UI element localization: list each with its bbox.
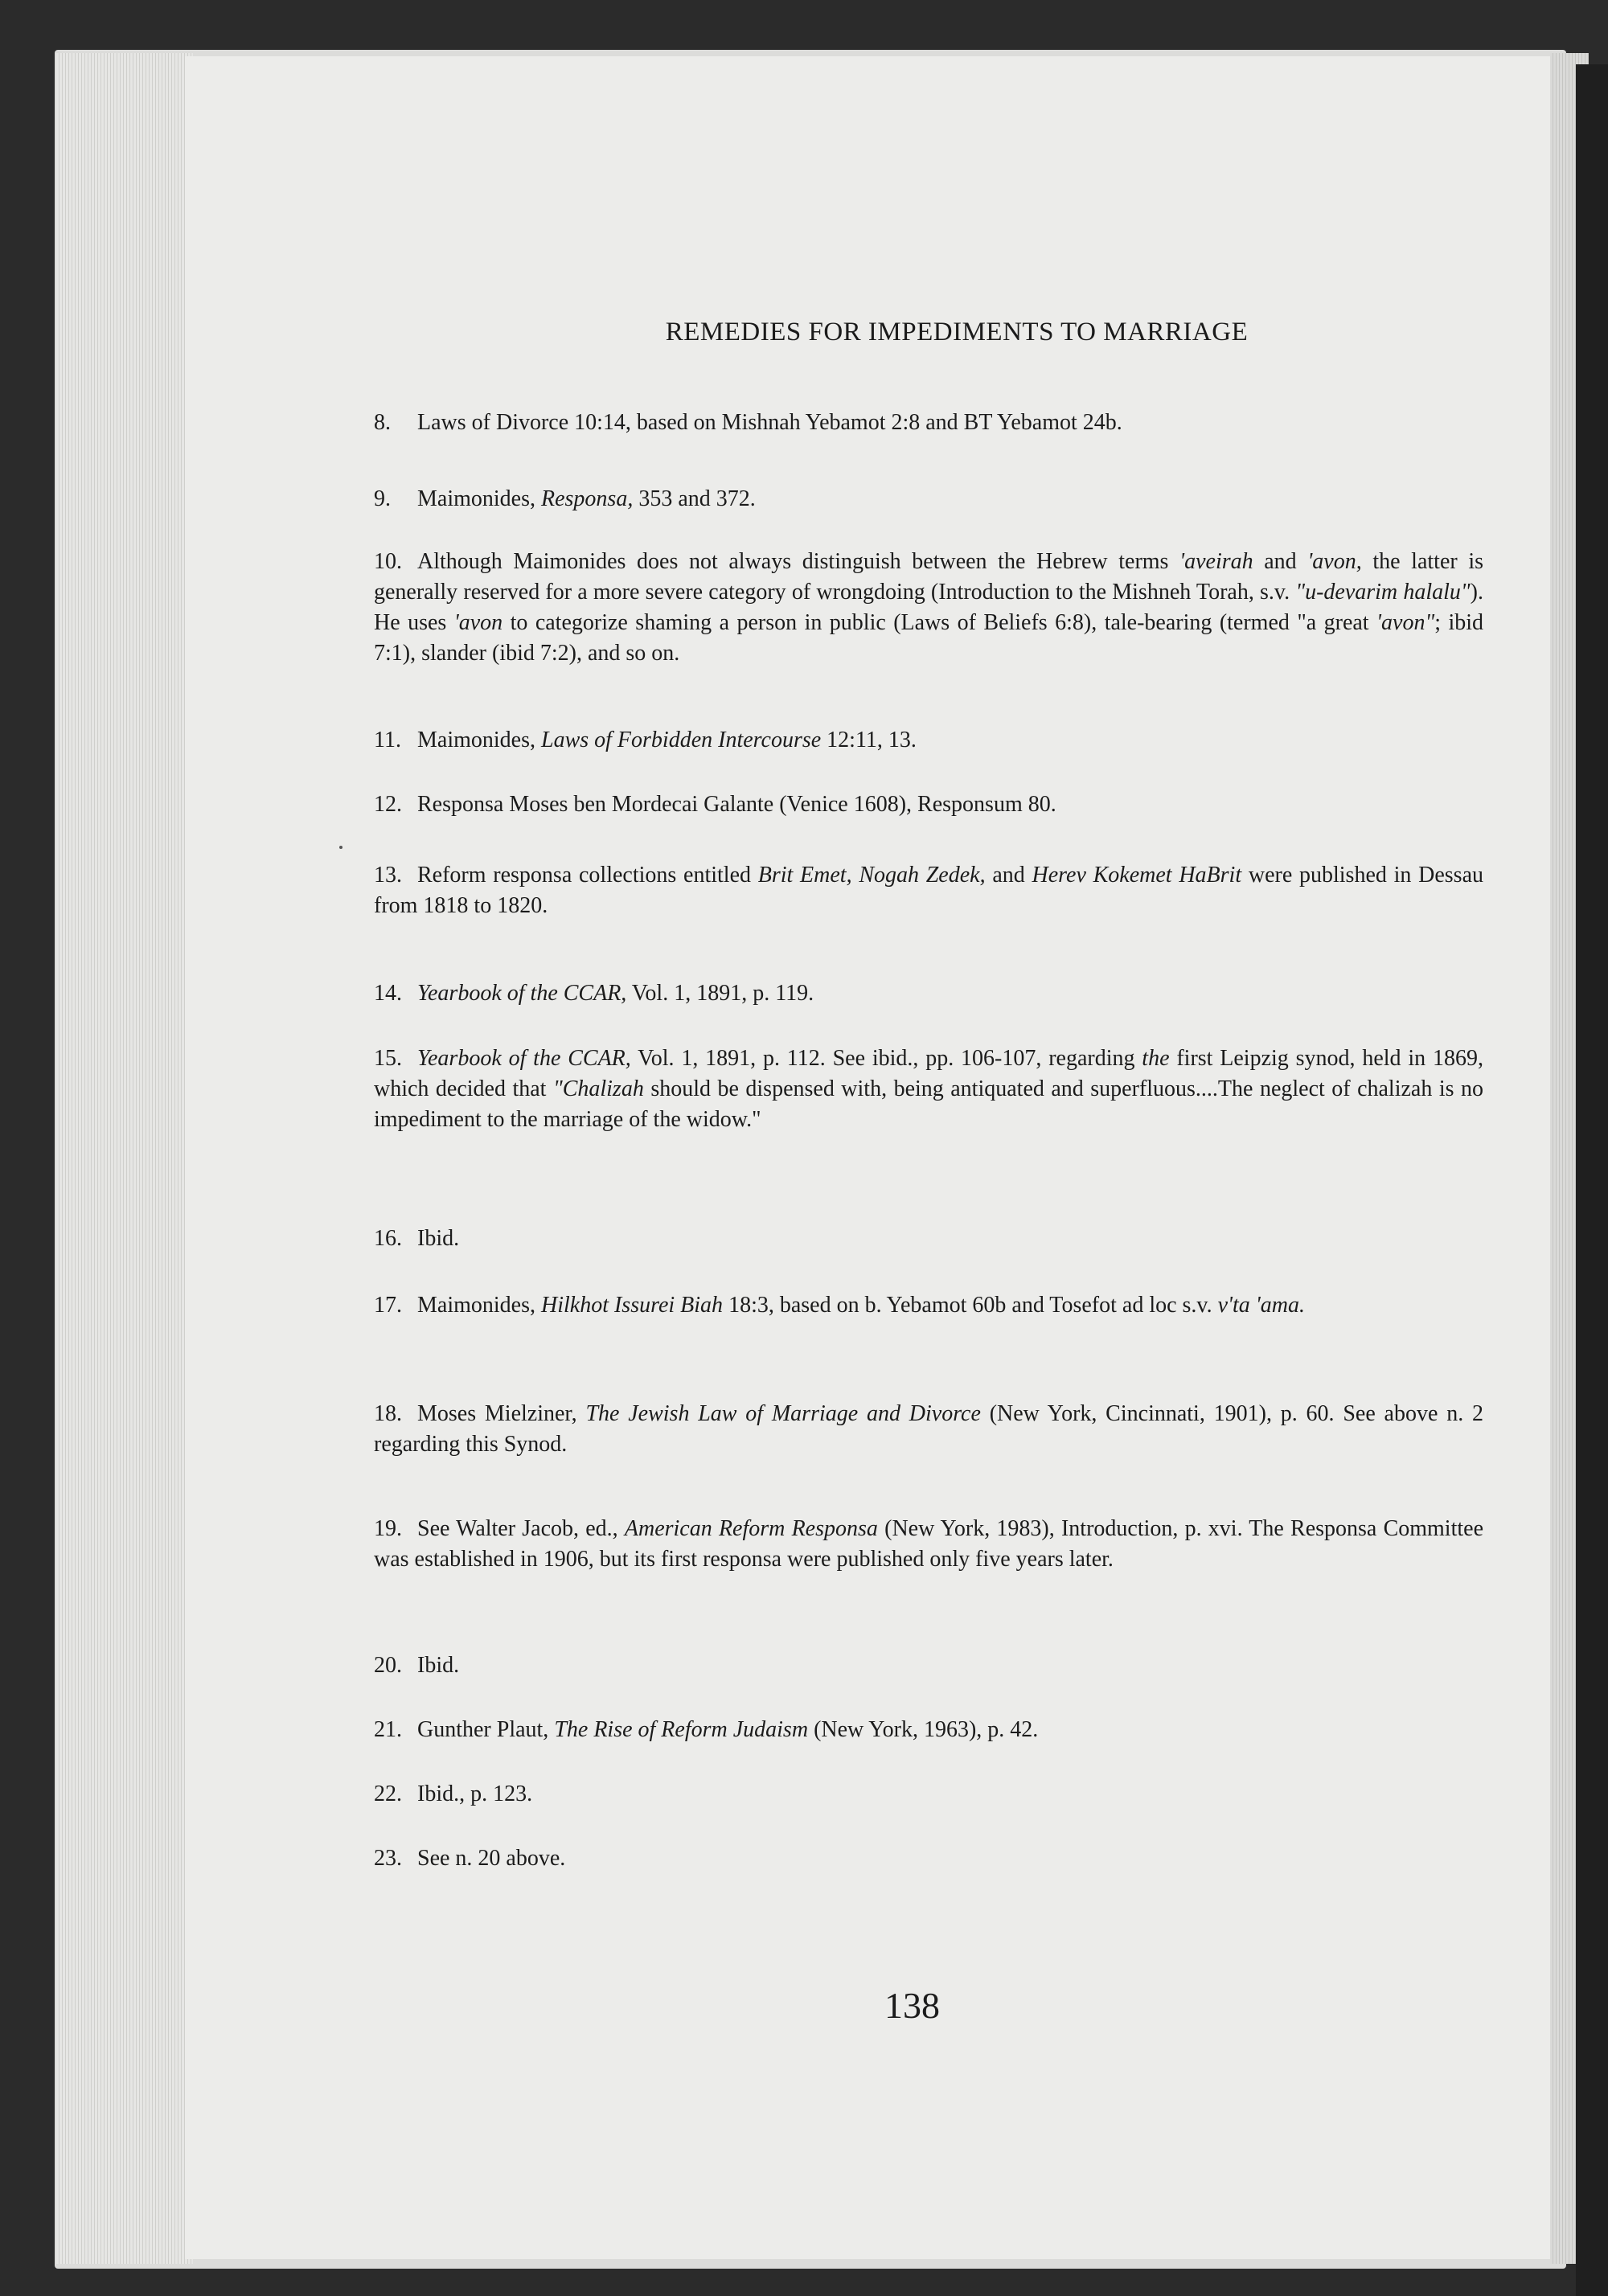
note-9: 9. Maimonides, Responsa, 353 and 372. xyxy=(374,486,756,511)
note-10: 10. Although Maimonides does not always distinguish between the Hebrew terms 'aveirah and 'avon, the latter is generally reserved for a more severe category of wrongdoing (Introduction to the Mishneh Torah, s.v. "u-devarim halalu"). He uses 'avon to categorize shaming a person in public (Laws of Beliefs 6:8), tale-bearing (termed "a great 'avon"; ibid 7:1), slander (ibid 7:2), and so on. xyxy=(374,549,1484,666)
page-edges-left xyxy=(56,53,193,2264)
note-11: 11. Maimonides, Laws of Forbidden Intercourse 12:11, 13. xyxy=(374,728,917,752)
running-head: REMEDIES FOR IMPEDIMENTS TO MARRIAGE xyxy=(665,318,1249,346)
note-18: 18. Moses Mielziner, The Jewish Law of Marriage and Divorce (New York, Cincinnati, 1901), p. 60. See above n. 2 regarding this Synod. xyxy=(374,1401,1484,1457)
background-edge xyxy=(1576,64,1608,2296)
note-15: 15. Yearbook of the CCAR, Vol. 1, 1891, p. 112. See ibid., pp. 106-107, regarding the first Leipzig synod, held in 1869, which decided that "Chalizah should be dispensed with, being antiquated and superfluous....The neglect of chalizah is no impediment to the marriage of the widow." xyxy=(374,1046,1483,1132)
book-page xyxy=(185,56,1552,2259)
note-12: 12. Responsa Moses ben Mordecai Galante (Venice 1608), Responsum 80. xyxy=(374,792,1056,817)
notes-content xyxy=(374,318,1484,1871)
note-21: 21. Gunther Plaut, The Rise of Reform Judaism (New York, 1963), p. 42. xyxy=(374,1717,1039,1742)
stray-mark xyxy=(339,846,343,849)
note-19: 19. See Walter Jacob, ed., American Reform Responsa (New York, 1983), Introduction, p. xvi. The Responsa Committee was established in 1906, but its first responsa were published only five years later. xyxy=(374,1516,1483,1572)
note-23: 23. See n. 20 above. xyxy=(374,1846,566,1871)
note-20: 20. Ibid. xyxy=(374,1653,460,1678)
note-14: 14. Yearbook of the CCAR, Vol. 1, 1891, p. 119. xyxy=(374,981,814,1006)
note-22: 22. Ibid., p. 123. xyxy=(374,1781,533,1806)
note-16: 16. Ibid. xyxy=(374,1226,460,1251)
note-13: 13. Reform responsa collections entitled Brit Emet, Nogah Zedek, and Herev Kokemet HaBrit were published in Dessau from 1818 to 1820. xyxy=(374,863,1484,918)
note-17: 17. Maimonides, Hilkhot Issurei Biah 18:3, based on b. Yebamot 60b and Tosefot ad loc s.v. v'ta 'ama. xyxy=(374,1293,1306,1318)
page-number: 138 xyxy=(884,1985,940,2026)
note-8: 8. Laws of Divorce 10:14, based on Mishnah Yebamot 2:8 and BT Yebamot 24b. xyxy=(374,410,1122,435)
